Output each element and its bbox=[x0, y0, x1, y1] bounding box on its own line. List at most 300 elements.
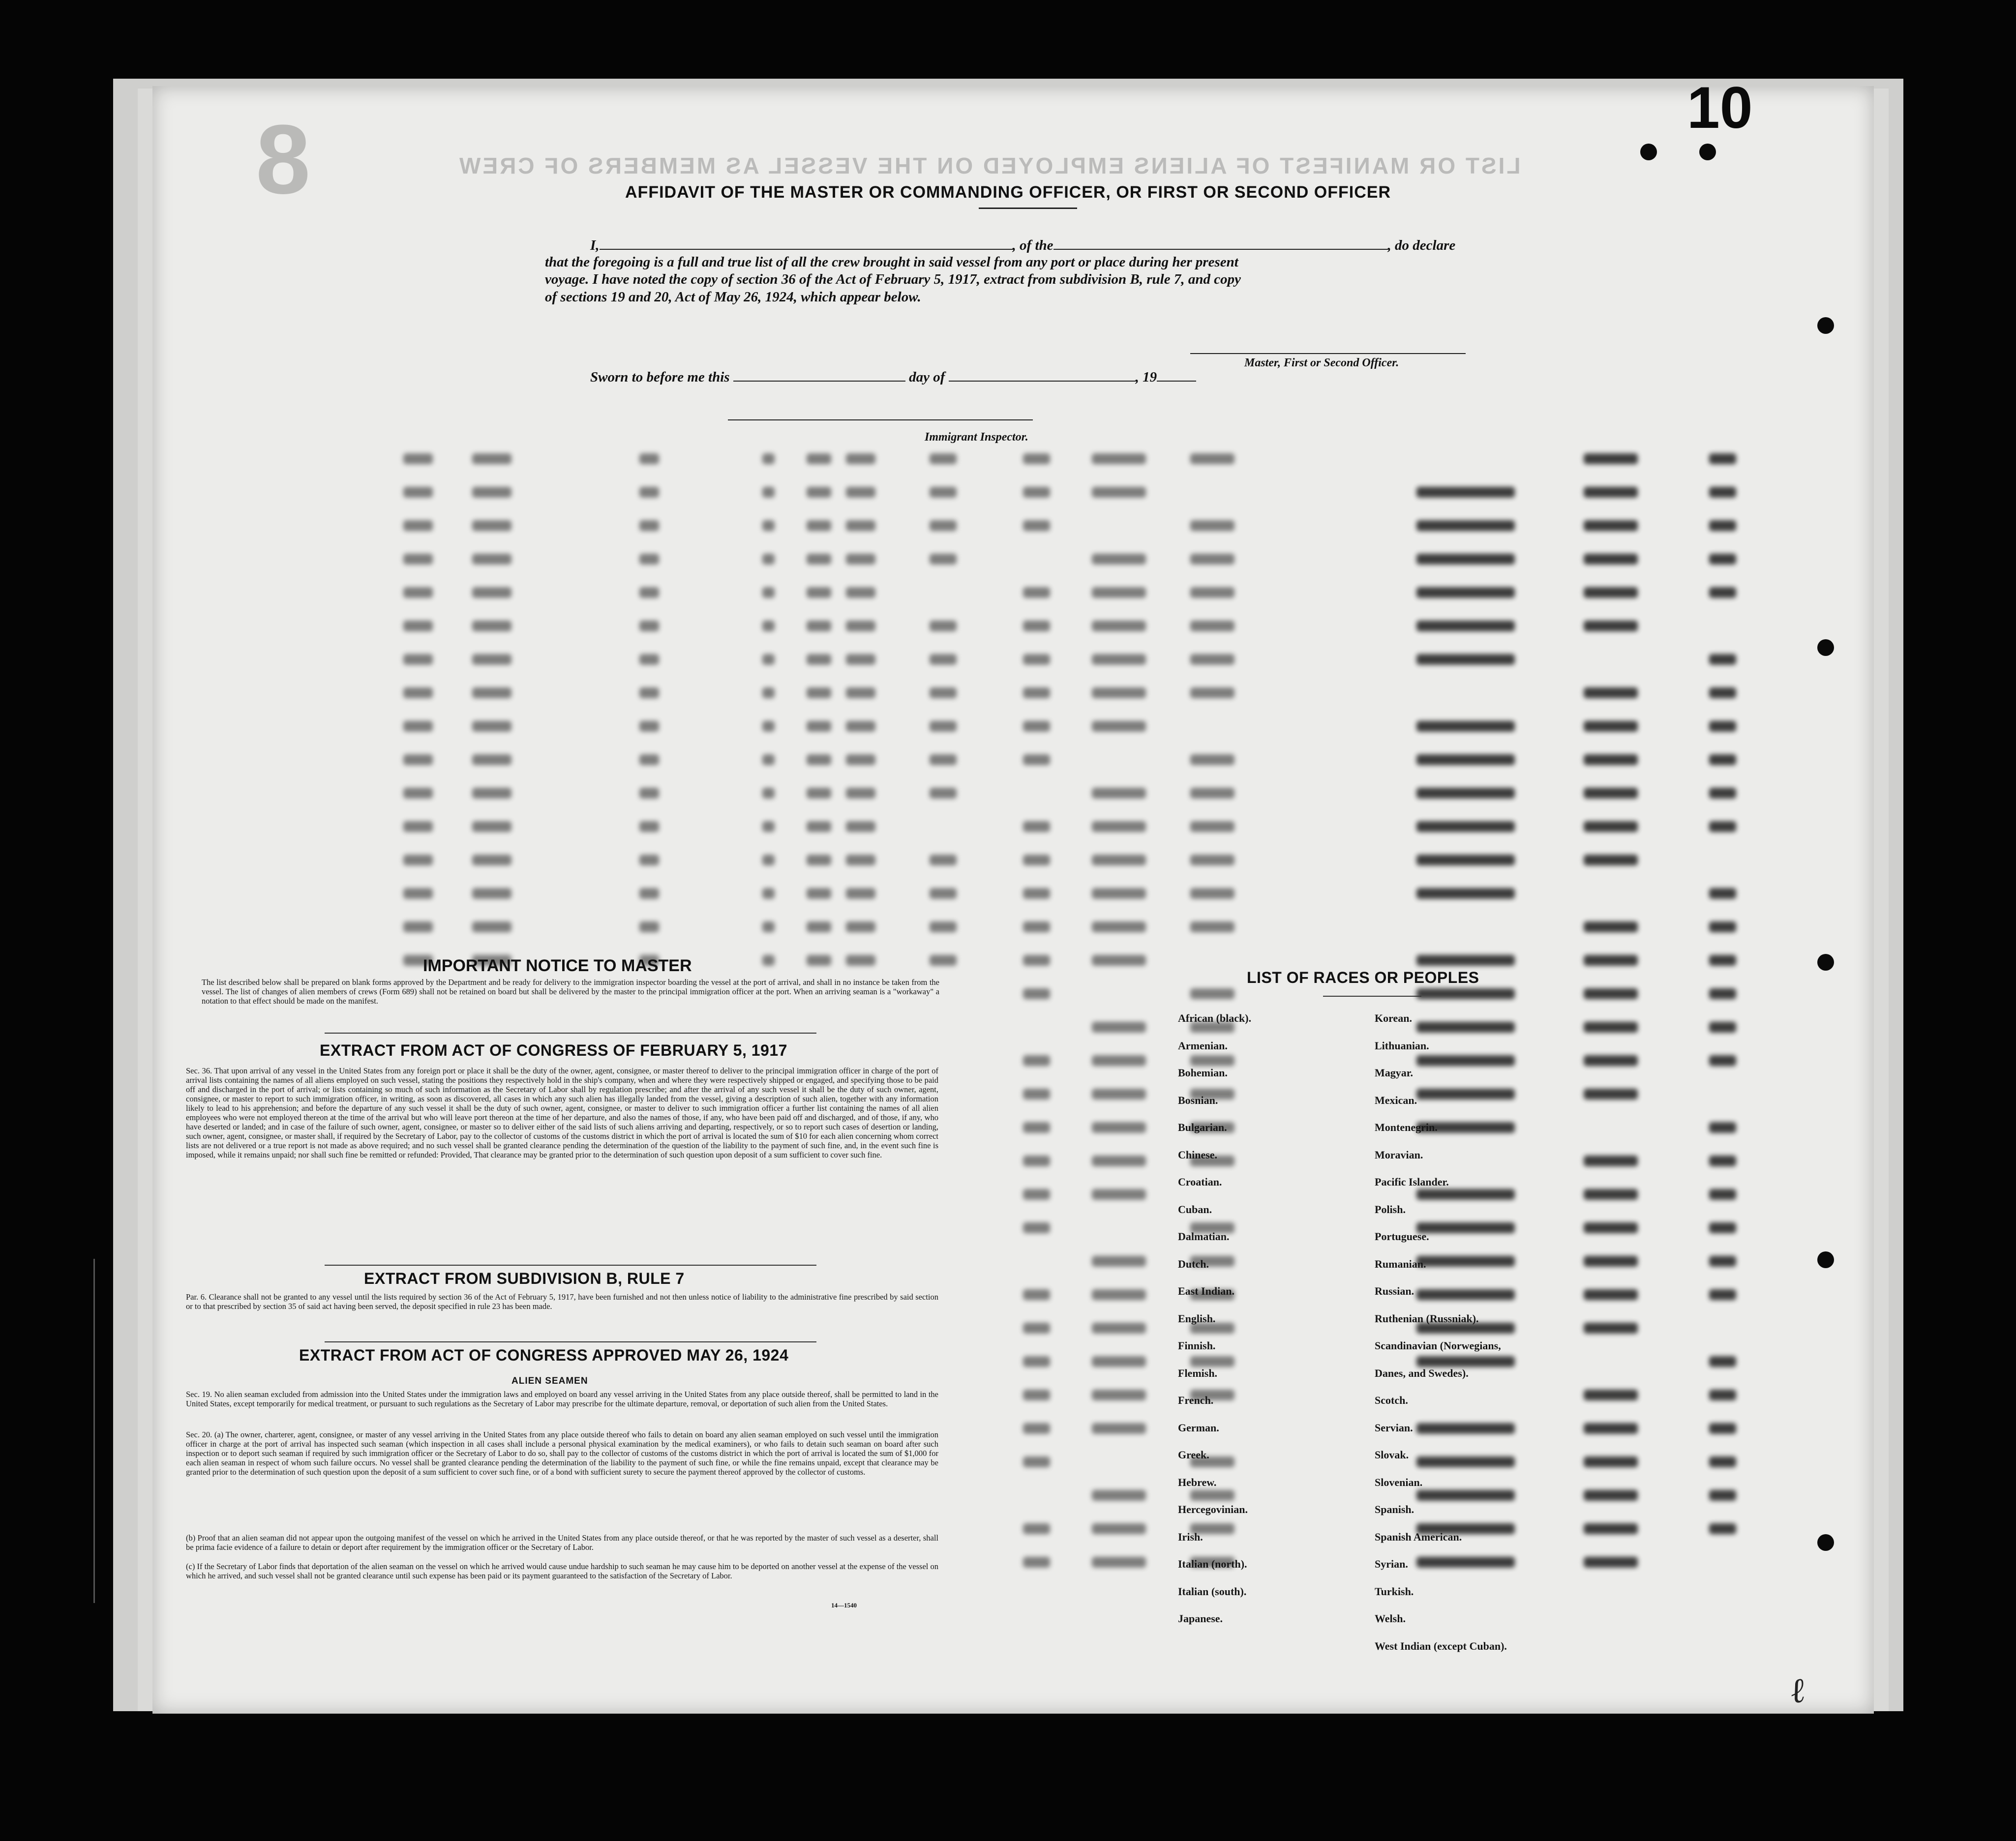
show-through-blot bbox=[1709, 1523, 1736, 1534]
extract-1924-sec20b: (b) Proof that an alien seaman did not appear upon the outgoing manifest of the vessel on which he arrived in the United States from any place outside thereof, or that he was reported by the master of such vessel as a deserter, shall be prima facie evidence of a failure to detain or deport after requirement by the immigration officer or the Secretary of Labor. bbox=[186, 1533, 938, 1552]
show-through-blot bbox=[1709, 1055, 1736, 1066]
show-through-blot bbox=[1092, 654, 1146, 665]
show-through-blot bbox=[1709, 754, 1736, 765]
signature-caption: Master, First or Second Officer. bbox=[1244, 356, 1399, 369]
show-through-blot bbox=[1092, 921, 1146, 932]
show-through-blot bbox=[1092, 587, 1146, 598]
show-through-blot bbox=[1416, 1256, 1515, 1267]
show-through-blot bbox=[846, 921, 875, 932]
show-through-blot bbox=[846, 587, 875, 598]
vessel-blank bbox=[1053, 237, 1388, 250]
show-through-blot bbox=[1023, 1390, 1050, 1400]
show-through-blot bbox=[1023, 921, 1050, 932]
race-item: West Indian (except Cuban). bbox=[1375, 1639, 1507, 1652]
show-through-blot bbox=[1190, 1055, 1234, 1066]
show-through-blot bbox=[1023, 1156, 1050, 1166]
show-through-blot bbox=[1023, 888, 1050, 899]
show-through-blot bbox=[1709, 821, 1736, 832]
show-through-blot bbox=[1709, 1256, 1736, 1267]
show-through-blot bbox=[930, 487, 957, 498]
show-through-blot bbox=[1584, 721, 1638, 732]
show-through-blot bbox=[1023, 1356, 1050, 1367]
show-through-blot bbox=[762, 654, 775, 665]
name-blank bbox=[600, 237, 1013, 250]
show-through-blot bbox=[1023, 1423, 1050, 1434]
extract-1924-sec20c: (c) If the Secretary of Labor finds that deportation of the alien seaman on the vessel on which he arrived would cause undue hardship to such seaman he may cause him to be deported on another vessel at the expense of the vessel on which he arrived, and such vessel shall not be granted clearance until such expense has been paid or its payment guaranteed to the satisfaction of the Secretary of Labor. bbox=[186, 1562, 938, 1580]
show-through-blot bbox=[1709, 955, 1736, 966]
show-through-blot bbox=[472, 520, 512, 531]
show-through-blot bbox=[846, 654, 875, 665]
show-through-blot bbox=[762, 520, 775, 531]
show-through-blot bbox=[1584, 821, 1638, 832]
show-through-blot bbox=[1023, 1523, 1050, 1534]
show-through-blot bbox=[639, 621, 659, 631]
ghost-show-through-mark: 8 bbox=[256, 105, 311, 214]
race-item: Greek. bbox=[1178, 1449, 1209, 1461]
show-through-blot bbox=[1092, 1122, 1146, 1133]
show-through-blot bbox=[1023, 1089, 1050, 1099]
extract-rule7-heading: EXTRACT FROM SUBDIVISION B, RULE 7 bbox=[364, 1270, 685, 1287]
show-through-blot bbox=[1416, 1490, 1515, 1501]
show-through-blot bbox=[403, 821, 433, 832]
show-through-blot bbox=[403, 453, 433, 464]
punch-hole bbox=[1817, 639, 1834, 656]
show-through-blot bbox=[762, 788, 775, 799]
race-item: Armenian. bbox=[1178, 1039, 1228, 1052]
show-through-blot bbox=[1416, 587, 1515, 598]
show-through-blot bbox=[1092, 821, 1146, 832]
show-through-blot bbox=[403, 721, 433, 732]
show-through-blot bbox=[1416, 855, 1515, 865]
sworn-line: Sworn to before me this day of , 19 bbox=[590, 369, 1196, 386]
show-through-blot bbox=[1584, 554, 1638, 564]
affidavit-line-3: voyage. I have noted the copy of section 36 of the Act of February 5, 1917, extract from subdivision B, rule 7, and copy bbox=[545, 271, 1241, 287]
race-item: Japanese. bbox=[1178, 1612, 1223, 1625]
race-item: Irish. bbox=[1178, 1530, 1203, 1543]
show-through-blot bbox=[1416, 788, 1515, 799]
show-through-blot bbox=[1709, 520, 1736, 531]
show-through-blot bbox=[762, 821, 775, 832]
show-through-blot bbox=[1092, 1323, 1146, 1334]
show-through-blot bbox=[403, 788, 433, 799]
show-through-blot bbox=[472, 487, 512, 498]
show-through-blot bbox=[1023, 754, 1050, 765]
show-through-blot bbox=[1092, 1523, 1146, 1534]
show-through-blot bbox=[807, 453, 831, 464]
inspector-signature-line bbox=[728, 419, 1033, 420]
race-item: Russian. bbox=[1375, 1285, 1414, 1297]
show-through-blot bbox=[1092, 1189, 1146, 1200]
show-through-blot bbox=[1023, 453, 1050, 464]
page-number: 10 bbox=[1687, 75, 1753, 141]
race-item: African (black). bbox=[1178, 1012, 1252, 1024]
race-item: Welsh. bbox=[1375, 1612, 1406, 1625]
show-through-blot bbox=[403, 520, 433, 531]
signature-line bbox=[1190, 353, 1466, 354]
day-blank bbox=[733, 369, 905, 382]
show-through-blot bbox=[639, 888, 659, 899]
show-through-blot bbox=[1709, 1189, 1736, 1200]
race-item: Bulgarian. bbox=[1178, 1121, 1227, 1133]
show-through-blot bbox=[1023, 654, 1050, 665]
show-through-blot bbox=[1190, 855, 1234, 865]
show-through-blot bbox=[1092, 1557, 1146, 1568]
race-item: Dutch. bbox=[1178, 1257, 1209, 1270]
race-item: Hercegovinian. bbox=[1178, 1503, 1248, 1515]
notice-title: IMPORTANT NOTICE TO MASTER bbox=[423, 956, 692, 975]
race-item: German. bbox=[1178, 1421, 1219, 1434]
race-item: Pacific Islander. bbox=[1375, 1176, 1449, 1188]
divider bbox=[1323, 996, 1421, 997]
show-through-blot bbox=[1709, 1156, 1736, 1166]
show-through-blot bbox=[472, 453, 512, 464]
show-through-blot bbox=[807, 955, 831, 966]
show-through-blot bbox=[1584, 1022, 1638, 1033]
show-through-blot bbox=[762, 453, 775, 464]
show-through-blot bbox=[1584, 754, 1638, 765]
divider bbox=[979, 208, 1077, 209]
show-through-blot bbox=[1023, 1323, 1050, 1334]
divider bbox=[325, 1033, 816, 1034]
show-through-blot bbox=[1709, 921, 1736, 932]
show-through-blot bbox=[807, 821, 831, 832]
show-through-blot bbox=[1092, 1356, 1146, 1367]
race-item: French. bbox=[1178, 1394, 1214, 1406]
show-through-blot bbox=[1416, 1055, 1515, 1066]
race-item: Ruthenian (Russniak). bbox=[1375, 1312, 1479, 1325]
show-through-blot bbox=[1092, 721, 1146, 732]
show-through-blot bbox=[1092, 487, 1146, 498]
extract-1924-sec19: Sec. 19. No alien seaman excluded from admission into the United States under the immigration laws and employed on board any vessel arriving in the United States from any place outside thereof, shall be permitted to land in the United States, except temporarily for medical treatment, or pursuant to such regulations as the Secretary of Labor may prescribe for the ultimate departure, removal, or deportation of such alien from the United States. bbox=[186, 1390, 938, 1408]
show-through-blot bbox=[1709, 1456, 1736, 1467]
show-through-blot bbox=[403, 855, 433, 865]
show-through-blot bbox=[1190, 453, 1234, 464]
notice-text: The list described below shall be prepared on blank forms approved by the Department and be ready for delivery to the immigration inspector boarding the vessel at the port of arrival, and shall in no instance be taken from the vessel. The list of changes of alien members of crews (Form 689) shall not be retained on board but shall be delivered by the master to the principal immigration officer at the port. When an arriving seaman is a "workaway" a notation to that effect should be made on the manifest. bbox=[202, 978, 939, 1006]
race-item: Flemish. bbox=[1178, 1366, 1218, 1379]
show-through-blot bbox=[1709, 888, 1736, 899]
race-item: Dalmatian. bbox=[1178, 1230, 1230, 1243]
show-through-blot bbox=[1023, 1122, 1050, 1133]
show-through-blot bbox=[1584, 1390, 1638, 1400]
show-through-blot bbox=[472, 654, 512, 665]
race-item: Rumanian. bbox=[1375, 1257, 1426, 1270]
show-through-blot bbox=[472, 687, 512, 698]
show-through-blot bbox=[1092, 453, 1146, 464]
show-through-blot bbox=[1092, 1289, 1146, 1300]
show-through-blot bbox=[472, 888, 512, 899]
show-through-blot bbox=[930, 621, 957, 631]
race-item: Cuban. bbox=[1178, 1203, 1212, 1216]
show-through-blot bbox=[1416, 621, 1515, 631]
show-through-blot bbox=[762, 554, 775, 564]
show-through-blot bbox=[1416, 821, 1515, 832]
show-through-blot bbox=[639, 687, 659, 698]
show-through-blot bbox=[1190, 821, 1234, 832]
show-through-blot bbox=[930, 687, 957, 698]
show-through-blot bbox=[930, 520, 957, 531]
show-through-blot bbox=[846, 855, 875, 865]
show-through-blot bbox=[639, 921, 659, 932]
race-item: Chinese. bbox=[1178, 1148, 1218, 1161]
show-through-blot bbox=[1416, 1557, 1515, 1568]
show-through-blot bbox=[762, 955, 775, 966]
show-through-blot bbox=[639, 554, 659, 564]
race-item: Turkish. bbox=[1375, 1585, 1414, 1598]
show-through-blot bbox=[1023, 621, 1050, 631]
show-through-blot bbox=[807, 721, 831, 732]
show-through-blot bbox=[639, 821, 659, 832]
show-through-blot bbox=[1416, 1022, 1515, 1033]
show-through-blot bbox=[762, 888, 775, 899]
show-through-blot bbox=[1023, 1055, 1050, 1066]
race-item: East Indian. bbox=[1178, 1285, 1234, 1297]
show-through-blot bbox=[762, 855, 775, 865]
show-through-blot bbox=[1584, 988, 1638, 999]
race-item: Danes, and Swedes). bbox=[1375, 1366, 1469, 1379]
race-item: Moravian. bbox=[1375, 1148, 1423, 1161]
show-through-blot bbox=[1190, 687, 1234, 698]
punch-hole bbox=[1817, 317, 1834, 334]
show-through-blot bbox=[1092, 1156, 1146, 1166]
affidavit-line-4: of sections 19 and 20, Act of May 26, 1924, which appear below. bbox=[545, 289, 921, 305]
show-through-blot bbox=[807, 621, 831, 631]
show-through-blot bbox=[930, 654, 957, 665]
show-through-blot bbox=[846, 487, 875, 498]
show-through-blot bbox=[639, 855, 659, 865]
punch-hole bbox=[1640, 144, 1657, 160]
show-through-blot bbox=[403, 487, 433, 498]
show-through-blot bbox=[1584, 1055, 1638, 1066]
show-through-blot bbox=[1709, 1423, 1736, 1434]
show-through-blot bbox=[1709, 1122, 1736, 1133]
race-item: Mexican. bbox=[1375, 1094, 1417, 1106]
show-through-blot bbox=[762, 921, 775, 932]
show-through-blot bbox=[639, 587, 659, 598]
show-through-blot bbox=[1092, 888, 1146, 899]
handwritten-mark: ℓ bbox=[1787, 1671, 1807, 1711]
show-through-blot bbox=[1092, 621, 1146, 631]
show-through-blot bbox=[639, 721, 659, 732]
show-through-blot bbox=[762, 487, 775, 498]
show-through-blot bbox=[1584, 1423, 1638, 1434]
show-through-blot bbox=[1709, 1222, 1736, 1233]
show-through-blot bbox=[403, 888, 433, 899]
show-through-blot bbox=[1416, 1356, 1515, 1367]
show-through-blot bbox=[930, 754, 957, 765]
extract-rule7-text: Par. 6. Clearance shall not be granted to any vessel until the lists required by section 36 of the Act of February 5, 1917, have been furnished and not then unless notice of liability to the administrative fine prescribed by said section or to that prescribed by section 35 of said act having been served, the deposit specified in rule 23 has been made. bbox=[186, 1292, 938, 1311]
extract-1924-heading: EXTRACT FROM ACT OF CONGRESS APPROVED MAY 26, 1924 bbox=[299, 1346, 789, 1364]
show-through-blot bbox=[1023, 721, 1050, 732]
show-through-blot bbox=[1023, 520, 1050, 531]
show-through-blot bbox=[1709, 487, 1736, 498]
show-through-blot bbox=[846, 721, 875, 732]
show-through-blot bbox=[1709, 1289, 1736, 1300]
show-through-blot bbox=[1709, 988, 1736, 999]
show-through-blot bbox=[1023, 587, 1050, 598]
show-through-blot bbox=[846, 788, 875, 799]
show-through-blot bbox=[1709, 1022, 1736, 1033]
punch-hole bbox=[1699, 144, 1716, 160]
show-through-blot bbox=[1190, 621, 1234, 631]
show-through-blot bbox=[403, 687, 433, 698]
show-through-blot bbox=[1092, 1490, 1146, 1501]
show-through-blot bbox=[930, 453, 957, 464]
show-through-blot bbox=[930, 721, 957, 732]
show-through-blot bbox=[930, 921, 957, 932]
show-through-blot bbox=[1092, 1423, 1146, 1434]
show-through-blot bbox=[1709, 1490, 1736, 1501]
show-through-blot bbox=[1023, 855, 1050, 865]
race-item: Lithuanian. bbox=[1375, 1039, 1429, 1052]
show-through-blot bbox=[1584, 1256, 1638, 1267]
punch-hole bbox=[1817, 1251, 1834, 1268]
show-through-blot bbox=[846, 520, 875, 531]
show-through-blot bbox=[1584, 520, 1638, 531]
race-item: Syrian. bbox=[1375, 1558, 1408, 1570]
show-through-blot bbox=[1190, 520, 1234, 531]
show-through-blot bbox=[807, 654, 831, 665]
show-through-blot bbox=[1584, 621, 1638, 631]
race-item: Bohemian. bbox=[1178, 1067, 1228, 1079]
show-through-blot bbox=[1190, 754, 1234, 765]
left-margin-edge bbox=[93, 1259, 129, 1603]
race-item: Korean. bbox=[1375, 1012, 1412, 1024]
show-through-blot bbox=[1023, 988, 1050, 999]
show-through-blot bbox=[403, 621, 433, 631]
show-through-blot bbox=[1190, 587, 1234, 598]
show-through-blot bbox=[1092, 1390, 1146, 1400]
race-item: Slovak. bbox=[1375, 1449, 1409, 1461]
show-through-blot bbox=[1584, 587, 1638, 598]
show-through-blot bbox=[930, 888, 957, 899]
show-through-blot bbox=[1584, 1156, 1638, 1166]
show-through-blot bbox=[846, 554, 875, 564]
show-through-blot bbox=[1190, 988, 1234, 999]
race-item: Magyar. bbox=[1375, 1067, 1414, 1079]
show-through-blot bbox=[807, 788, 831, 799]
race-item: English. bbox=[1178, 1312, 1216, 1325]
show-through-blot bbox=[1092, 687, 1146, 698]
show-through-blot bbox=[1709, 1356, 1736, 1367]
show-through-blot bbox=[403, 921, 433, 932]
show-through-blot bbox=[1416, 754, 1515, 765]
show-through-blot bbox=[472, 754, 512, 765]
extract-1924-sec20a: Sec. 20. (a) The owner, charterer, agent, consignee, or master of any vessel arriving in the United States from any place outside thereof who fails to detain on board any alien seaman employed on such vessel until the immigration officer in charge at the port of arrival has inspected such seaman (which inspection in all cases shall include a personal physical examination by the medical examiners), or who fails to detain such seaman on board after such inspection or to deport such seaman if required by such immigration officer or the Secretary of Labor to do so, shall pay to the collector of customs of the customs district in which the port of arrival is located the sum of $1,000 for each alien seaman in respect of whom such failure occurs. No vessel shall be granted clearance pending the determination of the liability to the payment of such fine, or while the fine remains unpaid, except that clearance may be granted prior to the determination of such question upon the deposit of a sum sufficient to cover such fine, or of a bond with sufficient surety to secure the payment thereof approved by the collector of customs. bbox=[186, 1430, 938, 1477]
show-through-blot bbox=[762, 621, 775, 631]
inspector-caption: Immigrant Inspector. bbox=[925, 431, 1028, 444]
show-through-blot bbox=[1092, 1089, 1146, 1099]
show-through-blot bbox=[472, 821, 512, 832]
show-through-blot bbox=[1584, 1523, 1638, 1534]
show-through-blot bbox=[1416, 520, 1515, 531]
show-through-blot bbox=[403, 554, 433, 564]
affidavit-line-2: that the foregoing is a full and true list of all the crew brought in said vessel from any port or place during her present bbox=[545, 254, 1238, 270]
show-through-blot bbox=[472, 788, 512, 799]
show-through-blot bbox=[930, 554, 957, 564]
show-through-blot bbox=[1023, 1557, 1050, 1568]
show-through-blot bbox=[1092, 554, 1146, 564]
show-through-blot bbox=[639, 754, 659, 765]
show-through-blot bbox=[762, 721, 775, 732]
show-through-blot bbox=[846, 754, 875, 765]
race-item: Scandinavian (Norwegians, bbox=[1375, 1339, 1501, 1352]
show-through-blot bbox=[403, 654, 433, 665]
form-code: 14—1540 bbox=[831, 1602, 857, 1609]
show-through-blot bbox=[1416, 554, 1515, 564]
show-through-blot bbox=[846, 687, 875, 698]
show-through-blot bbox=[807, 754, 831, 765]
show-through-blot bbox=[472, 855, 512, 865]
race-item: Spanish. bbox=[1375, 1503, 1414, 1515]
show-through-blot bbox=[1416, 1423, 1515, 1434]
race-item: Montenegrin. bbox=[1375, 1121, 1438, 1133]
race-item: Bosnian. bbox=[1178, 1094, 1218, 1106]
show-through-blot bbox=[1023, 487, 1050, 498]
show-through-blot bbox=[1416, 654, 1515, 665]
races-title: LIST OF RACES OR PEOPLES bbox=[1247, 969, 1479, 986]
show-through-blot bbox=[1190, 1490, 1234, 1501]
show-through-blot bbox=[472, 921, 512, 932]
show-through-blot bbox=[1709, 687, 1736, 698]
show-through-blot bbox=[1023, 1222, 1050, 1233]
show-through-blot bbox=[1584, 921, 1638, 932]
show-through-blot bbox=[762, 754, 775, 765]
show-through-blot bbox=[639, 654, 659, 665]
show-through-blot bbox=[1416, 1289, 1515, 1300]
show-through-blot bbox=[1709, 721, 1736, 732]
race-item: Croatian. bbox=[1178, 1176, 1222, 1188]
race-item: Italian (south). bbox=[1178, 1585, 1247, 1598]
show-through-blot bbox=[762, 687, 775, 698]
show-through-blot bbox=[1584, 1323, 1638, 1334]
show-through-blot bbox=[639, 487, 659, 498]
show-through-blot bbox=[1709, 554, 1736, 564]
show-through-blot bbox=[1584, 1222, 1638, 1233]
alien-seamen-subheading: ALIEN SEAMEN bbox=[512, 1376, 588, 1386]
show-through-blot bbox=[1416, 955, 1515, 966]
month-blank bbox=[949, 369, 1136, 382]
punch-hole bbox=[1817, 954, 1834, 971]
show-through-blot bbox=[1416, 1222, 1515, 1233]
show-through-blot bbox=[1092, 1055, 1146, 1066]
divider bbox=[325, 1265, 816, 1266]
affidavit-title: AFFIDAVIT OF THE MASTER OR COMMANDING OFFICER, OR FIRST OR SECOND OFFICER bbox=[625, 183, 1391, 202]
show-through-blot bbox=[1584, 1557, 1638, 1568]
show-through-blot bbox=[403, 754, 433, 765]
divider bbox=[325, 1341, 816, 1342]
show-through-blot bbox=[930, 955, 957, 966]
show-through-blot bbox=[1584, 1189, 1638, 1200]
show-through-blot bbox=[1584, 687, 1638, 698]
affidavit-line-1: I, , of the , do declare bbox=[590, 238, 1456, 253]
show-through-blot bbox=[1416, 1089, 1515, 1099]
show-through-blot bbox=[1092, 1022, 1146, 1033]
race-item: Scotch. bbox=[1375, 1394, 1408, 1406]
punch-hole bbox=[1817, 1534, 1834, 1551]
show-through-blot bbox=[807, 587, 831, 598]
show-through-blot bbox=[846, 955, 875, 966]
race-item: Spanish American. bbox=[1375, 1530, 1462, 1543]
show-through-blot bbox=[1709, 788, 1736, 799]
show-through-blot bbox=[1709, 1390, 1736, 1400]
race-item: Portuguese. bbox=[1375, 1230, 1429, 1243]
show-through-blot bbox=[1092, 788, 1146, 799]
race-item: Hebrew. bbox=[1178, 1476, 1217, 1488]
show-through-blot bbox=[1584, 855, 1638, 865]
show-through-blot bbox=[846, 888, 875, 899]
show-through-blot bbox=[1584, 788, 1638, 799]
show-through-blot bbox=[807, 487, 831, 498]
